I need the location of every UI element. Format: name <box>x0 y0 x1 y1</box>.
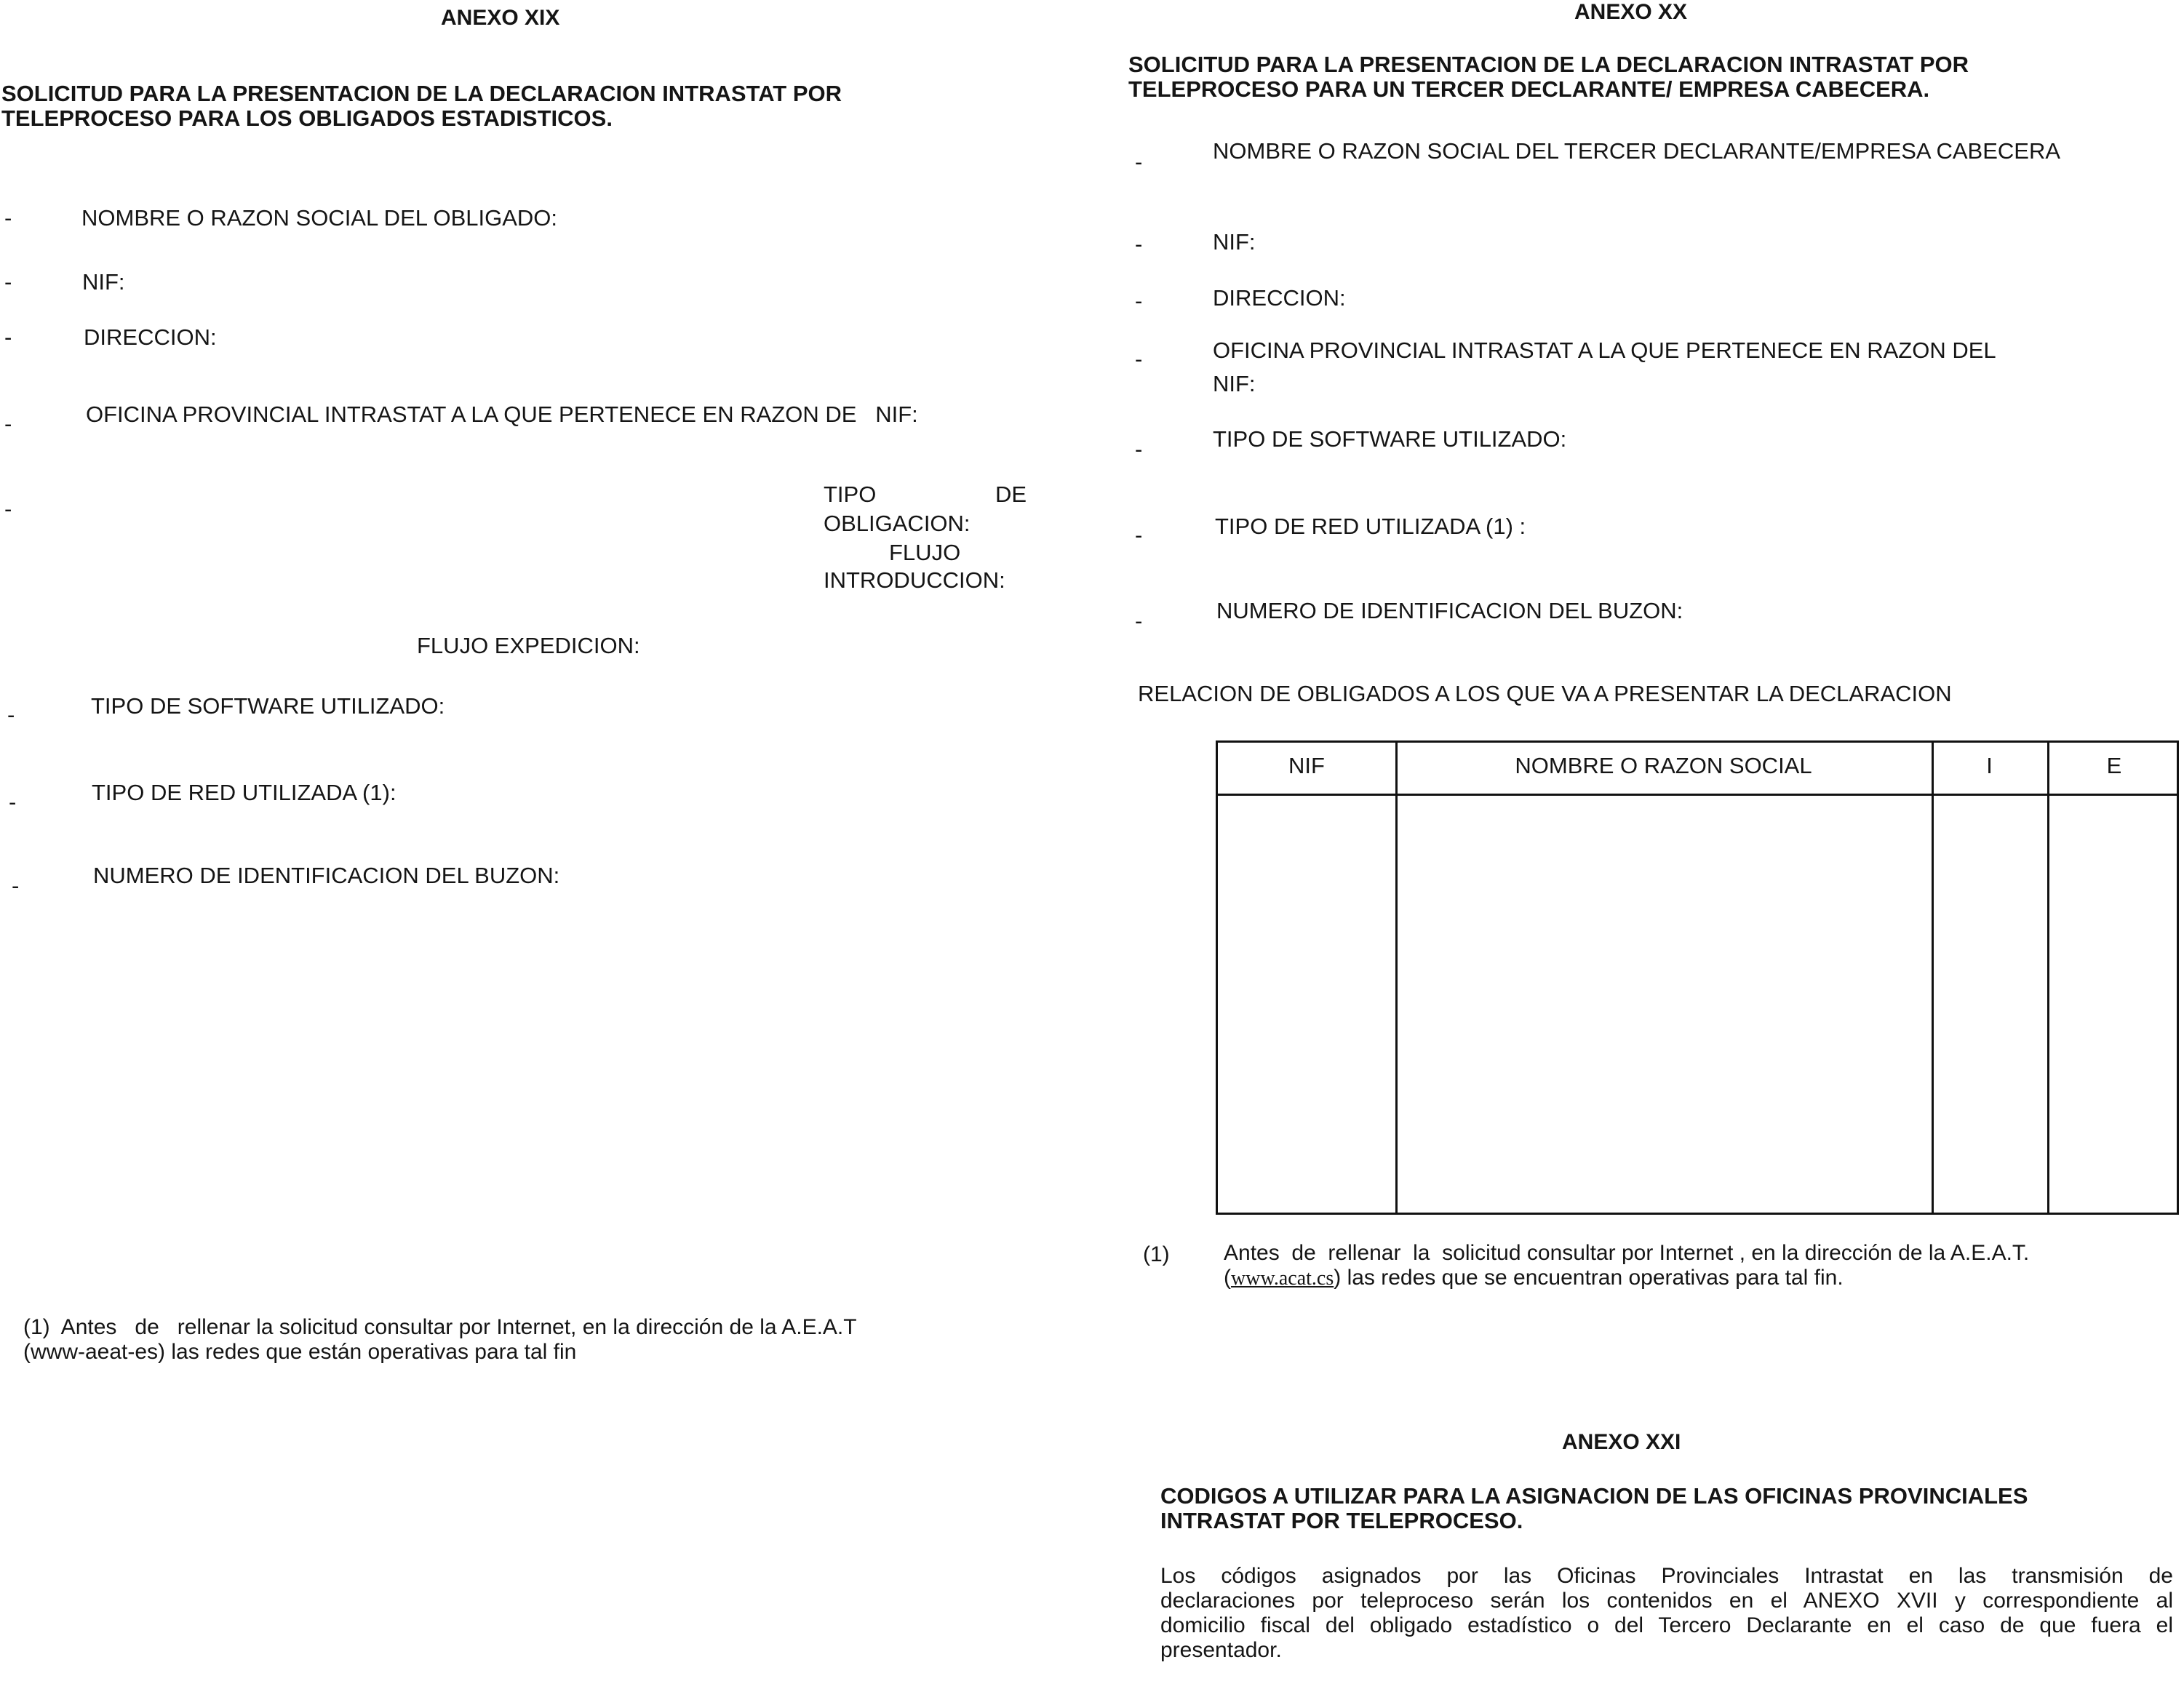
dash-bullet: - <box>12 873 20 898</box>
dash-bullet: - <box>1135 608 1143 634</box>
flujo-expedicion-label: FLUJO EXPEDICION: <box>417 633 640 658</box>
field-tipo-red-tercer: TIPO DE RED UTILIZADA (1) : <box>1215 514 1526 539</box>
anexo-xx-title: ANEXO XX <box>1574 0 1688 24</box>
field-oficina-provincial-tercer: OFICINA PROVINCIAL INTRASTAT A LA QUE PERTENECE EN RAZON DEL <box>1213 338 1996 363</box>
footnote-line1: (1) Antes de rellenar la solicitud consultar por Internet, en la dirección de la A.E.A.T <box>23 1315 857 1339</box>
dash-bullet: - <box>1135 231 1143 257</box>
dash-bullet: - <box>4 324 12 350</box>
anexo-xxi-heading-line2: INTRASTAT POR TELEPROCESO. <box>1160 1508 1523 1533</box>
dash-bullet: - <box>9 789 17 815</box>
dash-bullet: - <box>4 496 12 522</box>
anexo-xix-footnote <box>23 1315 1035 1365</box>
dash-bullet: - <box>1135 288 1143 314</box>
paragraph-line: Los códigos asignados por las Oficinas Provinciales Intrastat en las transmisión de <box>1160 1564 2173 1588</box>
footnote-number: (1) <box>1143 1242 1170 1266</box>
field-numero-buzon-tercer: NUMERO DE IDENTIFICACION DEL BUZON: <box>1216 598 1683 623</box>
table-header-i: I <box>1986 753 1993 778</box>
table-header-e: E <box>2106 753 2122 778</box>
field-tipo-software: TIPO DE SOFTWARE UTILIZADO: <box>91 693 445 719</box>
field-direccion-tercer: DIRECCION: <box>1213 285 1346 311</box>
dash-bullet: - <box>1135 436 1143 462</box>
dash-bullet: - <box>7 702 15 727</box>
table-column-divider <box>1932 743 1934 1213</box>
table-header-nombre: NOMBRE O RAZON SOCIAL <box>1515 753 1812 778</box>
table-column-divider <box>1395 743 1398 1213</box>
field-nombre-tercer-declarante: NOMBRE O RAZON SOCIAL DEL TERCER DECLARANTE/EMPRESA CABECERA <box>1213 138 2061 164</box>
field-direccion: DIRECCION: <box>84 324 217 350</box>
anexo-xxi-heading <box>1160 1484 2173 1533</box>
aeat-url-link[interactable]: www.acat.cs <box>1231 1267 1334 1290</box>
field-tipo-software-tercer: TIPO DE SOFTWARE UTILIZADO: <box>1213 426 1567 452</box>
dash-bullet: - <box>4 269 12 295</box>
obligacion-label: OBLIGACION: <box>824 511 971 536</box>
table-header-divider <box>1218 794 2177 796</box>
introduccion-label: INTRODUCCION: <box>824 567 1005 593</box>
anexo-xix-title: ANEXO XIX <box>441 6 560 30</box>
paragraph-line: presentador. <box>1160 1638 1282 1662</box>
relation-title: RELACION DE OBLIGADOS A LOS QUE VA A PRESENTAR LA DECLARACION <box>1138 681 1952 706</box>
obligados-table <box>1216 740 2179 1215</box>
anexo-xix-heading-line1: SOLICITUD PARA LA PRESENTACION DE LA DECLARACION INTRASTAT POR <box>1 81 842 106</box>
footnote-line2: las redes que se encuentran operativas para tal fin. <box>1341 1266 1844 1290</box>
tipo-label: TIPO <box>824 482 877 507</box>
footnote-line2: (www-aeat-es) las redes que están operativas para tal fin <box>23 1340 577 1364</box>
dash-bullet: - <box>4 205 12 231</box>
field-nif: NIF: <box>82 269 125 295</box>
paragraph-line: declaraciones por teleproceso serán los contenidos en el ANEXO XVII y correspondiente al <box>1160 1589 2173 1613</box>
de-label: DE <box>995 482 1027 507</box>
field-nombre-obligado: NOMBRE O RAZON SOCIAL DEL OBLIGADO: <box>81 205 557 231</box>
field-oficina-nif-tercer: NIF: <box>1213 371 1256 396</box>
anexo-xx-heading-line1: SOLICITUD PARA LA PRESENTACION DE LA DECLARACION INTRASTAT POR <box>1128 52 1969 77</box>
anexo-xix-heading-line2: TELEPROCESO PARA LOS OBLIGADOS ESTADISTICOS. <box>1 105 613 131</box>
dash-bullet: - <box>1135 522 1143 548</box>
field-numero-buzon: NUMERO DE IDENTIFICACION DEL BUZON: <box>93 863 560 888</box>
anexo-xxi-title: ANEXO XXI <box>1562 1430 1681 1454</box>
dash-bullet: - <box>1135 346 1143 372</box>
field-tipo-red: TIPO DE RED UTILIZADA (1): <box>92 780 396 805</box>
anexo-xxi-heading-line1: CODIGOS A UTILIZAR PARA LA ASIGNACION DE LAS OFICINAS PROVINCIALES <box>1160 1483 2028 1509</box>
table-column-divider <box>2047 743 2049 1213</box>
paragraph-line: domicilio fiscal del obligado estadístico o del Tercero Declarante en el caso de que fuera el <box>1160 1613 2173 1637</box>
table-header-nif: NIF <box>1288 753 1325 778</box>
anexo-xx-footnote: Antes de rellenar la solicitud consultar por Internet , en la dirección de la A.E.A.T. (www.acat.cs) las redes que se encuentran operativas para tal fin. <box>1224 1241 2169 1291</box>
dash-bullet: - <box>4 411 12 436</box>
field-oficina-provincial: OFICINA PROVINCIAL INTRASTAT A LA QUE PERTENECE EN RAZON DE NIF: <box>86 402 918 427</box>
footnote-line1: Antes de rellenar la solicitud consultar por Internet , en la dirección de la A.E.A.T. <box>1224 1241 2030 1265</box>
flujo-label: FLUJO <box>889 540 961 565</box>
anexo-xx-heading-line2: TELEPROCESO PARA UN TERCER DECLARANTE/ EMPRESA CABECERA. <box>1128 76 1930 102</box>
anexo-xxi-paragraph <box>1160 1564 2173 1663</box>
field-nif-tercer: NIF: <box>1213 229 1256 255</box>
dash-bullet: - <box>1135 149 1143 175</box>
